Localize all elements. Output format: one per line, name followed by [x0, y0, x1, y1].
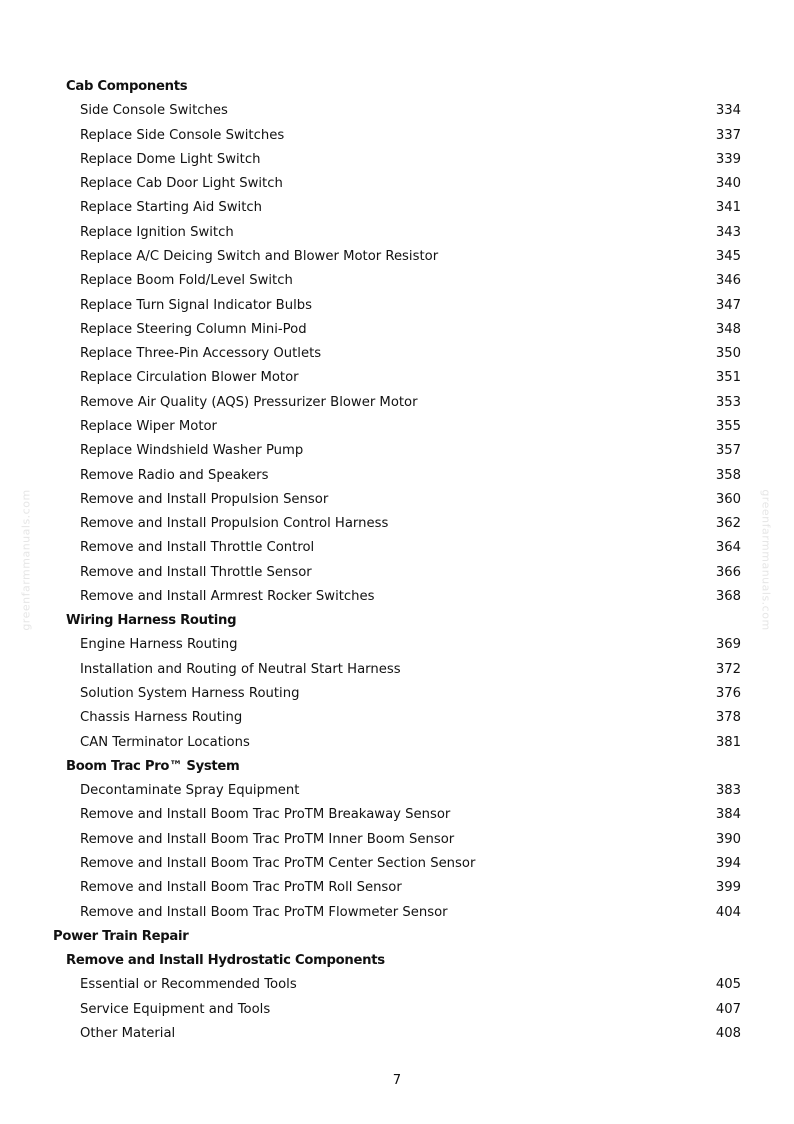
toc-entry-title: Remove and Install Throttle Control	[80, 540, 315, 556]
toc-entry-title: Replace Steering Column Mini-Pod	[80, 321, 307, 337]
toc-entry[interactable]	[0, 172, 794, 196]
toc-entry[interactable]	[0, 828, 794, 852]
toc-entry[interactable]	[0, 536, 794, 560]
toc-entry[interactable]	[0, 196, 794, 220]
toc-entry-page-number: 345	[715, 248, 741, 264]
toc-entry-page-number: 394	[715, 856, 741, 871]
toc-entry-page-number: 381	[715, 734, 741, 750]
toc-entry[interactable]	[0, 803, 794, 827]
toc-entry[interactable]	[0, 779, 794, 803]
toc-entry-page-number: 383	[715, 783, 741, 799]
toc-entry-title: Other Material	[80, 1025, 176, 1041]
toc-entry-page-number: 376	[715, 686, 741, 702]
toc-entry-page-number: 343	[715, 224, 741, 240]
toc-entry[interactable]	[0, 561, 794, 585]
toc-entry-title: Boom Trac Pro™ System	[66, 758, 240, 774]
toc-entry[interactable]	[0, 658, 794, 682]
toc-entry[interactable]	[0, 512, 794, 536]
toc-entry[interactable]	[0, 318, 794, 342]
toc-entry[interactable]	[0, 148, 794, 172]
toc-entry-page-number: 350	[715, 346, 741, 362]
toc-entry[interactable]	[0, 876, 794, 900]
toc-entry-title: Remove and Install Propulsion Control Harness	[80, 516, 389, 532]
toc-entry[interactable]	[0, 269, 794, 293]
toc-entry-page-number: 384	[715, 807, 741, 823]
toc-entry-title: Power Train Repair	[53, 928, 189, 944]
toc-entry-page-number: 337	[715, 127, 741, 143]
toc-entry-title: CAN Terminator Locations	[80, 734, 250, 750]
toc-entry-title: Replace Boom Fold/Level Switch	[80, 273, 293, 289]
toc-entry-title: Replace Circulation Blower Motor	[80, 370, 299, 386]
toc-entry-page-number: 334	[715, 103, 741, 119]
toc-entry-page-number: 399	[715, 880, 741, 896]
toc-entry-title: Replace Cab Door Light Switch	[80, 176, 283, 192]
toc-entry[interactable]	[0, 415, 794, 439]
toc-entry-title: Remove and Install Propulsion Sensor	[80, 491, 329, 507]
watermark-left: greenfarmmanuals.com	[19, 489, 33, 631]
toc-entry-page-number: 405	[715, 977, 741, 993]
toc-entry[interactable]	[0, 706, 794, 730]
toc-entry[interactable]	[0, 731, 794, 755]
toc-entry-page-number: 362	[715, 516, 741, 532]
toc-entry-title: Replace Ignition Switch	[80, 224, 234, 240]
toc-entry-title: Replace Turn Signal Indicator Bulbs	[80, 297, 312, 313]
toc-entry-title: Remove Radio and Speakers	[80, 467, 269, 483]
toc-section-heading	[0, 75, 794, 99]
toc-entry-page-number: 346	[715, 273, 741, 289]
toc-entry-title: Remove and Install Hydrostatic Components	[66, 953, 385, 969]
toc-entry-title: Essential or Recommended Tools	[80, 977, 297, 993]
toc-entry-page-number: 366	[715, 564, 741, 580]
toc-entry[interactable]	[0, 852, 794, 876]
toc-entry-page-number: 355	[715, 418, 741, 434]
toc-entry-page-number: 404	[715, 904, 741, 920]
toc-entry[interactable]	[0, 464, 794, 488]
watermark-right: greenfarmmanuals.com	[759, 489, 773, 631]
toc-section-heading	[0, 755, 794, 779]
toc-entry-title: Solution System Harness Routing	[80, 686, 300, 702]
toc-entry[interactable]	[0, 366, 794, 390]
toc-entry[interactable]	[0, 294, 794, 318]
toc-entry-title: Remove and Install Boom Trac ProTM Center Section Sensor	[80, 856, 476, 871]
toc-entry-title: Remove and Install Armrest Rocker Switches	[80, 588, 375, 604]
toc-entry-title: Remove and Install Boom Trac ProTM Inner Boom Sensor	[80, 831, 455, 847]
toc-entry-title: Replace Starting Aid Switch	[80, 200, 263, 216]
toc-entry-page-number: 407	[715, 1001, 741, 1017]
toc-section-heading	[0, 925, 794, 949]
toc-entry[interactable]	[0, 585, 794, 609]
toc-entry-page-number: 339	[715, 151, 741, 167]
toc-entry-page-number: 360	[715, 491, 741, 507]
toc-entry-page-number: 340	[715, 176, 741, 192]
table-of-contents	[0, 75, 794, 1046]
toc-entry-title: Installation and Routing of Neutral Start Harness	[80, 661, 401, 677]
toc-entry-title: Decontaminate Spray Equipment	[80, 783, 300, 799]
toc-entry-page-number: 368	[715, 588, 741, 604]
toc-entry-page-number: 357	[715, 443, 741, 459]
toc-entry-title: Service Equipment and Tools	[80, 1001, 271, 1017]
toc-entry[interactable]	[0, 633, 794, 657]
toc-entry[interactable]	[0, 488, 794, 512]
toc-entry-title: Replace Side Console Switches	[80, 127, 285, 143]
toc-entry[interactable]	[0, 124, 794, 148]
toc-entry[interactable]	[0, 901, 794, 925]
toc-entry-title: Chassis Harness Routing	[80, 710, 243, 726]
toc-entry-title: Wiring Harness Routing	[66, 613, 237, 629]
toc-entry-title: Remove and Install Boom Trac ProTM Roll Sensor	[80, 880, 402, 896]
toc-entry-page-number: 364	[715, 540, 741, 556]
toc-entry-page-number: 351	[715, 370, 741, 386]
toc-entry-page-number: 372	[715, 661, 741, 677]
toc-entry-title: Cab Components	[66, 79, 188, 94]
toc-entry[interactable]	[0, 221, 794, 245]
toc-entry-title: Replace Windshield Washer Pump	[80, 443, 304, 459]
toc-entry-title: Remove and Install Boom Trac ProTM Breakaway Sensor	[80, 807, 451, 823]
toc-entry-title: Replace Dome Light Switch	[80, 151, 261, 167]
toc-entry-title: Remove Air Quality (AQS) Pressurizer Blower Motor	[80, 394, 418, 410]
toc-entry[interactable]	[0, 245, 794, 269]
toc-entry[interactable]	[0, 973, 794, 997]
toc-entry-title: Remove and Install Boom Trac ProTM Flowmeter Sensor	[80, 904, 448, 920]
toc-entry-page-number: 390	[715, 831, 741, 847]
toc-entry[interactable]	[0, 998, 794, 1022]
toc-entry[interactable]	[0, 99, 794, 123]
toc-section-heading	[0, 949, 794, 973]
toc-entry-page-number: 353	[715, 394, 741, 410]
toc-entry-title: Replace Wiper Motor	[80, 418, 217, 434]
toc-entry-page-number: 378	[715, 710, 741, 726]
toc-entry-title: Side Console Switches	[80, 103, 228, 119]
toc-entry[interactable]	[0, 1022, 794, 1046]
toc-entry-page-number: 358	[715, 467, 741, 483]
toc-entry-page-number: 408	[715, 1025, 741, 1041]
toc-entry-title: Replace A/C Deicing Switch and Blower Motor Resistor	[80, 248, 439, 264]
toc-entry-page-number: 347	[715, 297, 741, 313]
toc-entry-title: Engine Harness Routing	[80, 637, 238, 653]
toc-entry-title: Replace Three-Pin Accessory Outlets	[80, 346, 322, 362]
page-number: 7	[392, 1073, 402, 1088]
toc-entry[interactable]	[0, 342, 794, 366]
toc-entry-title: Remove and Install Throttle Sensor	[80, 564, 312, 580]
toc-entry[interactable]	[0, 439, 794, 463]
toc-entry-page-number: 341	[715, 200, 741, 216]
toc-entry[interactable]	[0, 682, 794, 706]
toc-entry-page-number: 369	[715, 637, 741, 653]
toc-section-heading	[0, 609, 794, 633]
toc-entry[interactable]	[0, 391, 794, 415]
toc-entry-page-number: 348	[715, 321, 741, 337]
